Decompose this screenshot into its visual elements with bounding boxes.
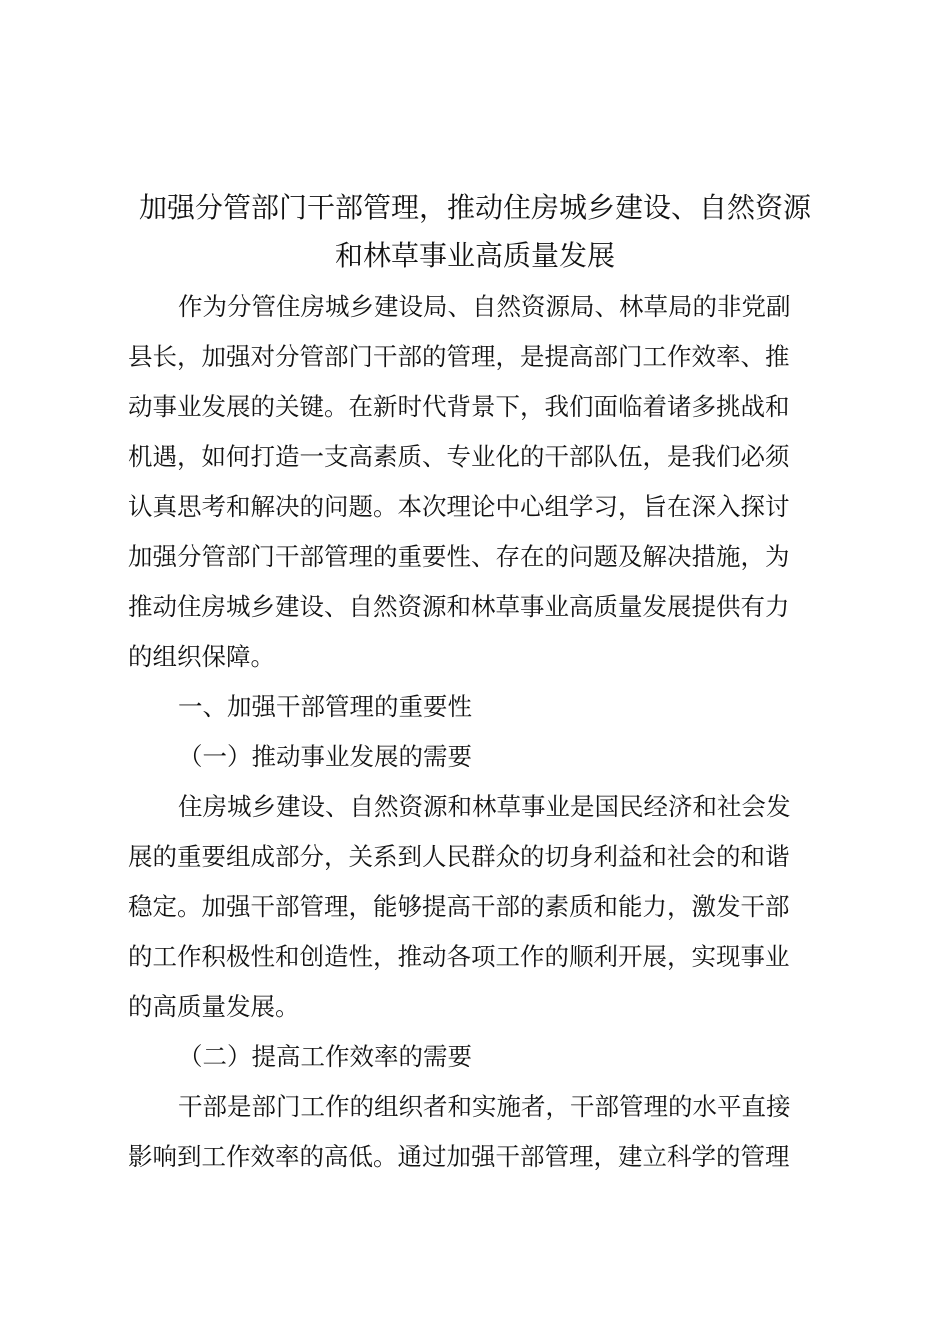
paragraph-line: 展的重要组成部分，关系到人民群众的切身利益和社会的和谐: [128, 842, 790, 871]
subsection-heading: （二）提高工作效率的需要: [178, 1042, 472, 1071]
paragraph-line: 县长，加强对分管部门干部的管理，是提高部门工作效率、推: [128, 342, 790, 371]
subsection-heading: （一）推动事业发展的需要: [178, 742, 472, 771]
paragraph-line: 的高质量发展。: [128, 992, 300, 1021]
paragraph-line: 认真思考和解决的问题。本次理论中心组学习，旨在深入探讨: [128, 492, 790, 521]
paragraph-line: 推动住房城乡建设、自然资源和林草事业高质量发展提供有力: [128, 592, 790, 621]
paragraph-line: 住房城乡建设、自然资源和林草事业是国民经济和社会发: [178, 792, 791, 821]
section-heading: 一、加强干部管理的重要性: [178, 692, 472, 721]
paragraph-line: 干部是部门工作的组织者和实施者，干部管理的水平直接: [178, 1092, 791, 1121]
paragraph-line: 加强分管部门干部管理的重要性、存在的问题及解决措施，为: [128, 542, 790, 571]
document-body: [128, 282, 832, 1182]
title-line: 加强分管部门干部管理，推动住房城乡建设、自然资源: [138, 191, 811, 224]
paragraph-line: 作为分管住房城乡建设局、自然资源局、林草局的非党副: [178, 292, 791, 321]
title-line: 和林草事业高质量发展: [334, 239, 615, 272]
paragraph-line: 动事业发展的关键。在新时代背景下，我们面临着诸多挑战和: [128, 392, 790, 421]
paragraph-line: 的组织保障。: [128, 642, 275, 671]
paragraph-line: 稳定。加强干部管理，能够提高干部的素质和能力，激发干部: [128, 892, 790, 921]
document-title: [110, 184, 840, 280]
paragraph-line: 的工作积极性和创造性，推动各项工作的顺利开展，实现事业: [128, 942, 790, 971]
paragraph-line: 机遇，如何打造一支高素质、专业化的干部队伍，是我们必须: [128, 442, 790, 471]
paragraph-line: 影响到工作效率的高低。通过加强干部管理，建立科学的管理: [128, 1142, 790, 1171]
